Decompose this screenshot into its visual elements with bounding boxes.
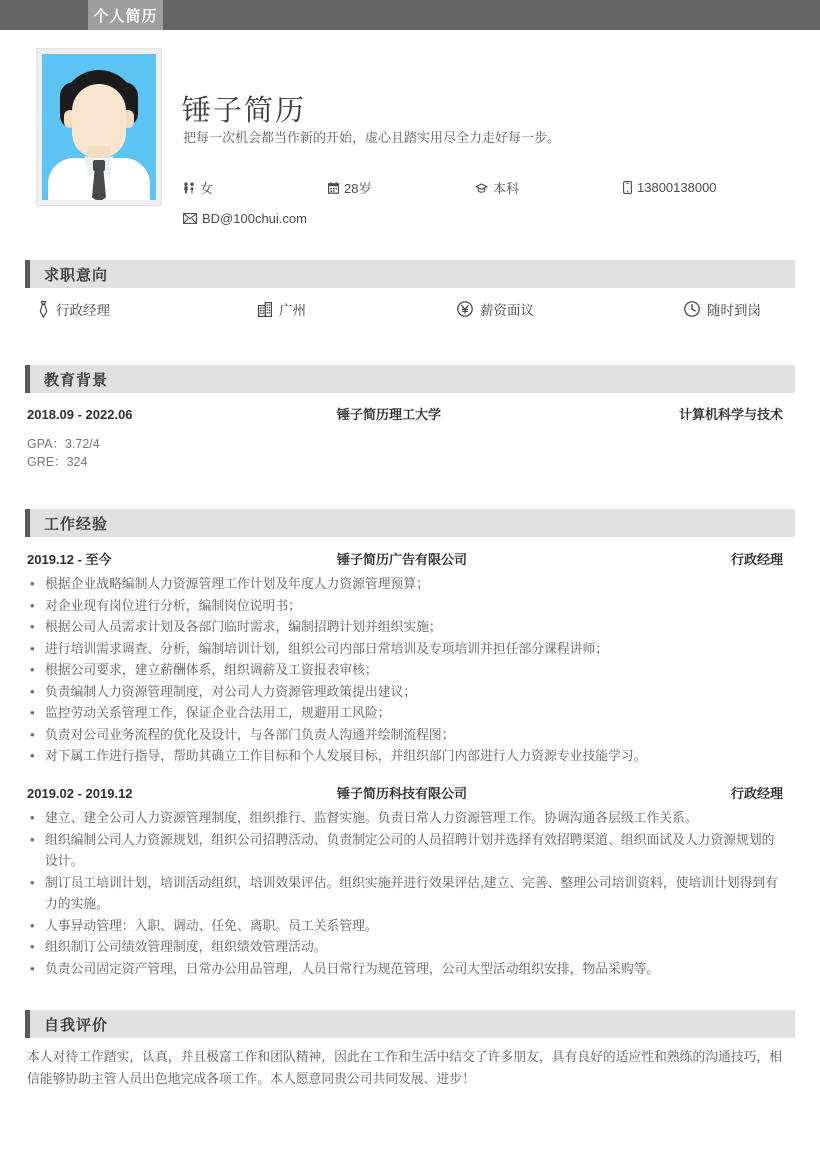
- yen-icon: [457, 301, 473, 317]
- profile-email-row: [183, 211, 307, 226]
- list-item: [27, 872, 783, 915]
- bullet-text: 组织制订公司绩效管理制度，组织绩效管理活动。: [45, 939, 327, 954]
- education-icon: [475, 182, 488, 194]
- building-icon: [258, 302, 272, 317]
- meta-email-value: BD@100chui.com: [202, 211, 307, 226]
- list-item: [27, 573, 783, 595]
- profile-tagline: 把每一次机会都当作新的开始，虚心且踏实用尽全力走好每一步。: [183, 130, 561, 145]
- bullet-text: 组织编制公司人力资源规划，组织公司招聘活动、负责制定公司的人员招聘计划并选择有效招聘渠道、组织面试及人力资源规划的设计。: [45, 831, 775, 868]
- list-item: [27, 659, 783, 681]
- meta-gender-value: 女: [200, 181, 214, 196]
- bullet-text: 负责编制人力资源管理制度，对公司人力资源管理政策提出建议；: [45, 683, 417, 699]
- intention-salary: [457, 299, 684, 319]
- bullet-text: 根据公司要求，建立薪酬体系，组织调薪及工资报表审核；: [45, 662, 378, 677]
- section-title-intention: 求职意向: [44, 266, 109, 284]
- bullet-text: 根据公司人员需求计划及各部门临时需求，编制招聘计划并组织实施；: [45, 619, 442, 634]
- avatar: [42, 54, 156, 200]
- profile-header: [0, 30, 820, 230]
- work-entry-header-2: [27, 783, 783, 802]
- list-item: [27, 638, 783, 660]
- bullet-text: 对下属工作进行指导，帮助其确立工作目标和个人发展目标，并组织部门内部进行人力资源专业技能学习。: [45, 748, 647, 763]
- bullet-dot-icon: •: [30, 939, 35, 954]
- bullet-dot-icon: •: [30, 726, 35, 742]
- intention-salary-value: 薪资面议: [480, 303, 534, 318]
- list-item: [27, 595, 783, 617]
- list-item: [27, 807, 783, 829]
- section-stripe: [25, 509, 30, 537]
- bullet-dot-icon: •: [30, 960, 35, 976]
- meta-education-value: 本科: [493, 181, 520, 196]
- calendar-icon: [328, 182, 339, 194]
- meta-phone: [623, 178, 717, 197]
- intention-city: [258, 299, 457, 319]
- bullet-text: 负责对公司业务流程的优化及设计，与各部门负责人沟通并绘制流程图；: [45, 726, 455, 742]
- tie-icon: [38, 301, 49, 318]
- clock-icon: [684, 301, 700, 317]
- bullet-dot-icon: •: [30, 576, 35, 591]
- top-bar: [0, 0, 820, 30]
- section-stripe: [25, 1010, 30, 1038]
- work-date-1: 2019.12 - 至今: [27, 552, 112, 567]
- work-bullets-1: [27, 573, 783, 767]
- bullet-dot-icon: •: [30, 705, 35, 720]
- section-title-education: 教育背景: [44, 371, 109, 389]
- mail-icon: [183, 213, 197, 224]
- list-item: [27, 936, 783, 958]
- meta-age-value: 28岁: [344, 181, 372, 196]
- list-item: [27, 702, 783, 724]
- bullet-text: 监控劳动关系管理工作，保证企业合法用工，规避用工风险；: [45, 705, 391, 720]
- bullet-dot-icon: •: [30, 640, 35, 656]
- section-stripe: [25, 365, 30, 393]
- profile-meta-row: [183, 178, 783, 197]
- bullet-dot-icon: •: [30, 597, 35, 613]
- education-entry-header: [27, 404, 783, 423]
- meta-age: [328, 178, 475, 197]
- list-item: [27, 745, 783, 767]
- avatar-frame: [36, 48, 162, 206]
- phone-icon: [623, 181, 632, 194]
- evaluation-text: 本人对待工作踏实，认真，并且极富工作和团队精神，因此在工作和生活中结交了许多朋友，具有良好的适应性和熟练的沟通技巧，相信能够协助主管人员出色地完成各项工作。本人愿意同贵公司共同发展、进步！: [27, 1049, 783, 1086]
- list-item: [27, 958, 783, 980]
- section-title-work: 工作经验: [44, 515, 109, 533]
- work-date-2: 2019.02 - 2019.12: [27, 786, 133, 801]
- avatar-tie-knot-icon: [93, 160, 105, 171]
- list-item: [27, 616, 783, 638]
- bullet-text: 人事异动管理：入职、调动、任免、离职。员工关系管理。: [45, 917, 378, 933]
- section-header-intention: [25, 260, 795, 288]
- bullet-text: 制订员工培训计划，培训活动组织，培训效果评估。组织实施并进行效果评估,建立、完善、整理公司培训资料，使培训计划得到有力的实施。: [45, 874, 778, 911]
- bullet-text: 根据企业战略编制人力资源管理工作计划及年度人力资源管理预算；: [45, 576, 429, 591]
- work-role-2: 行政经理: [730, 786, 783, 801]
- intention-availability-value: 随时到岗: [707, 303, 761, 318]
- education-gre: GRE：324: [27, 455, 88, 469]
- work-company-2: 锤子简历科技有限公司: [337, 786, 468, 801]
- section-header-work: [25, 509, 795, 537]
- bullet-dot-icon: •: [30, 831, 35, 847]
- bullet-dot-icon: •: [30, 683, 35, 699]
- resume-tab-label: 个人简历: [93, 7, 158, 25]
- work-role-1: 行政经理: [730, 552, 783, 567]
- section-header-education: [25, 365, 795, 393]
- intention-row: [38, 299, 788, 319]
- section-stripe: [25, 260, 30, 288]
- bullet-dot-icon: •: [30, 810, 35, 825]
- list-item: [27, 724, 783, 746]
- bullet-dot-icon: •: [30, 874, 35, 890]
- meta-phone-value: 13800138000: [637, 180, 717, 195]
- work-bullets-2: [27, 807, 783, 979]
- education-gpa: GPA：3.72/4: [27, 437, 100, 451]
- education-school: 锤子简历理工大学: [337, 407, 442, 422]
- education-date: 2018.09 - 2022.06: [27, 407, 133, 422]
- intention-availability: [684, 299, 761, 319]
- bullet-dot-icon: •: [30, 917, 35, 933]
- list-item: [27, 829, 783, 872]
- intention-position: [38, 299, 258, 319]
- meta-gender: [183, 178, 328, 197]
- gender-icon: [183, 182, 195, 194]
- intention-position-value: 行政经理: [56, 303, 110, 318]
- work-company-1: 锤子简历广告有限公司: [337, 552, 468, 567]
- work-entry-header-1: [27, 549, 783, 568]
- bullet-dot-icon: •: [30, 619, 35, 634]
- intention-city-value: 广州: [279, 303, 306, 318]
- bullet-text: 对企业现有岗位进行分析，编制岗位说明书；: [45, 597, 301, 613]
- bullet-text: 进行培训需求调查、分析，编制培训计划，组织公司内部日常培训及专项培训并担任部分课程讲师；: [45, 640, 609, 656]
- bullet-text: 建立、建全公司人力资源管理制度，组织推行、监督实施。负责日常人力资源管理工作。协调沟通各层级工作关系。: [45, 810, 698, 825]
- list-item: [27, 915, 783, 937]
- resume-tab[interactable]: [88, 0, 163, 30]
- bullet-dot-icon: •: [30, 748, 35, 763]
- bullet-text: 负责公司固定资产管理，日常办公用品管理，人员日常行为规范管理，公司大型活动组织安排，物品采购等。: [45, 960, 660, 976]
- list-item: [27, 681, 783, 703]
- page-title: 锤子简历: [182, 95, 307, 127]
- bullet-dot-icon: •: [30, 662, 35, 677]
- education-major: 计算机科学与技术: [678, 407, 783, 422]
- meta-education: [475, 178, 623, 197]
- section-header-evaluation: [25, 1010, 795, 1038]
- section-title-evaluation: 自我评价: [44, 1016, 109, 1034]
